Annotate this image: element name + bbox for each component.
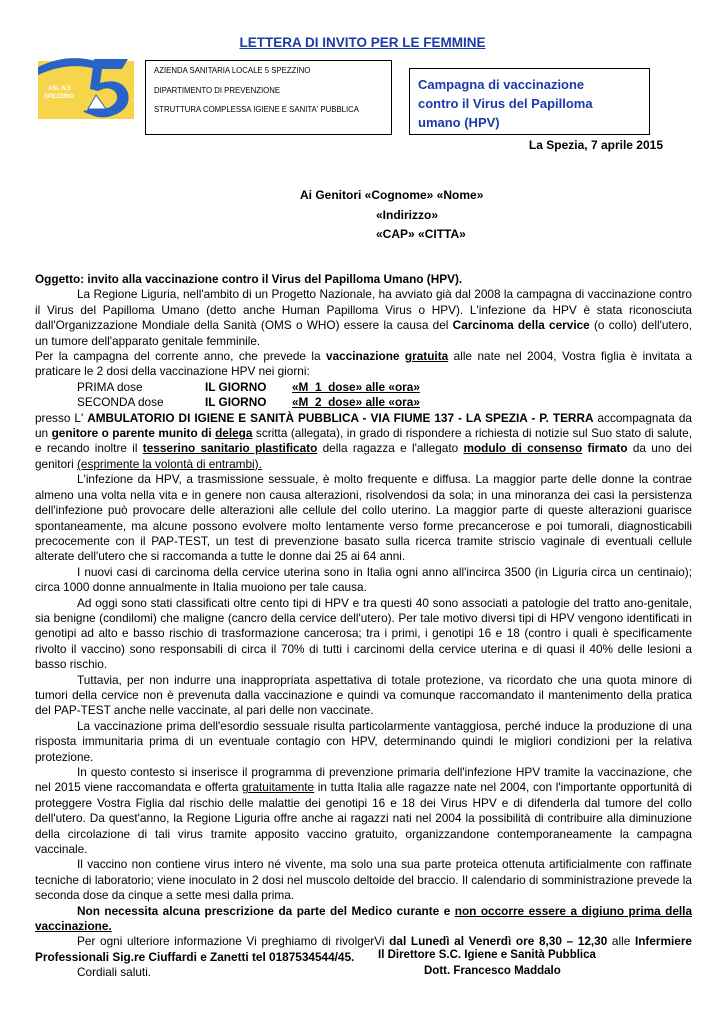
closing-line: Cordiali saluti. xyxy=(77,965,152,980)
paragraph-intro xyxy=(35,287,692,349)
paragraph-vaccine: Il vaccino non contiene virus intero né vivente, ma solo una sua parte proteica ottenuta artificialmente con raffinate tecniche di laboratorio; viene inoculato in 2 dosi nel muscolo deltoide del braccio. Il calendario di somministrazione prevede la seconda dose da cinque a sette mesi dalla prima. xyxy=(35,857,692,903)
address-line-3: «CAP» «CITTA» xyxy=(376,227,466,241)
recipient-address xyxy=(300,186,483,245)
paragraph-campaign xyxy=(35,349,692,380)
p2-c: gratuita xyxy=(404,349,449,364)
paragraph-infection: L'infezione da HPV, a trasmissione sessuale, è molto frequente e diffusa. La maggior parte delle donne la contrae almeno una volta nella vita e in genere non causa alterazioni, risolvendosi da sola; in una minoranza dei casi la persistenza dell'infezione può provocare delle alterazioni alle cellule del collo uterino. La maggior parte di queste alterazioni guarisce spontaneamente, ma alcune possono evolvere molto lentamente verso forme precancerose e poi tumorali, diagnosticabili precocemente con il PAP-TEST, un test di prevenzione basato sulla ricerca tramite striscio vaginale di eventuali cellule alterate dell'utero che si raccomanda a tutte le donne dai 25 ai 64 anni. xyxy=(35,472,692,564)
p2-d: alle nate nel 2004, Vostra figlia è invitata a praticare le 2 dosi della vaccinazione HPV nei giorni: xyxy=(35,349,692,379)
p2-b: vaccinazione xyxy=(326,349,405,364)
dose-label: IL GIORNO xyxy=(205,395,267,410)
p3-f: scritta (allegata), in grado di rispondere a richiesta di notizie sul Suo stato di salute, e recando inoltre il xyxy=(35,426,692,456)
p3-g: tesserino sanitario plastificato xyxy=(142,441,318,456)
campaign-line-1: Campagna di vaccinazione xyxy=(418,77,585,92)
signature-block xyxy=(378,948,596,979)
dose-label: IL GIORNO xyxy=(205,379,267,394)
p11-a: Non necessita alcuna prescrizione da parte del Medico curante e xyxy=(77,903,455,918)
p3-c: accompagnata da un xyxy=(35,410,692,441)
paragraph-types: Ad oggi sono stati classificati oltre cento tipi di HPV e tra questi 40 sono associati a patologie del tratto ano-genitale, sia benigne (condilomi) che maligne (cancro della cervice dell'utero). Per tale motivo diversi tipi di HPV vengono identificati in genotipi ad alto e basso rischio di trasformazione cancerosa; tra i primi, i genotipi 16 e 18 (contro i quali è specificamente rivolto il vaccino) sono responsabili di circa il 70% di tutti i carcinomi della cervice uterina e di quasi il 40% delle lesioni a basso rischio. xyxy=(35,595,692,672)
org-line-3: STRUTTURA COMPLESSA IGIENE E SANITA' PUBBLICA xyxy=(154,105,359,114)
letter-body xyxy=(35,272,692,981)
p9-a: In questo contesto si inserisce il programma di prevenzione primaria dell'infezione HPV tramite la vaccinazione, che nel 2015 viene raccomandata e offerta xyxy=(35,765,692,795)
campaign-line-2: contro il Virus del Papilloma xyxy=(418,96,593,111)
logo-text-1: ASL N.5 xyxy=(48,86,71,92)
paragraph-program xyxy=(35,765,692,857)
p12-b: dal Lunedì al Venerdì ore 8,30 – 12,30 xyxy=(389,934,608,949)
organization-box xyxy=(145,60,392,135)
p12-c: alle xyxy=(607,934,635,949)
p3-a: presso L' xyxy=(35,410,88,425)
p3-h: della ragazza e l'allegato xyxy=(317,441,464,456)
paragraph-prescription xyxy=(35,904,692,935)
address-line-1: Ai Genitori «Cognome» «Nome» xyxy=(300,188,484,202)
document-title: LETTERA DI INVITO PER LE FEMMINE xyxy=(239,35,486,50)
p9-c: in tutta Italia alle ragazze nate nel 2004, con l'importante opportunità di proteggere Vostra Figlia dal rischio delle malattie dei genotipi 16 e 18 dei Virus HPV e di difenderla dal tumore del collo dell'utero. Da quest'anno, la Regione Liguria offre anche ai ragazzi nati nel 2004 la possibilità di contribuire alla diminuzione della circolazione di tali virus tramite apposito vaccino gratuito, organizzandone contemporaneamente la campagna vaccinale. xyxy=(35,780,692,857)
p3-k: firmato xyxy=(587,441,628,456)
letter-date: La Spezia, 7 aprile 2015 xyxy=(528,138,663,152)
dose-row-2 xyxy=(35,395,692,410)
signature-line-2: Dott. Francesco Maddalo xyxy=(424,964,561,977)
dose-value: «M_2_dose» alle «ora» xyxy=(292,395,420,410)
org-line-2: DIPARTIMENTO DI PREVENZIONE xyxy=(154,85,281,95)
p3-i: modulo di consenso xyxy=(463,441,583,456)
p12-a: Per ogni ulteriore informazione Vi preghiamo di rivolgerVi xyxy=(77,934,390,949)
p3-b: AMBULATORIO DI IGIENE E SANITÀ PUBBLICA - VIA FIUME 137 - LA SPEZIA - P. TERRA xyxy=(87,410,594,425)
p12-d: Infermiere Professionali Sig.re Ciuffardi e Zanetti tel 0187534544/45. xyxy=(35,934,692,964)
campaign-line-3: umano (HPV) xyxy=(418,115,500,130)
paragraph-location xyxy=(35,411,692,473)
dose-row-1 xyxy=(35,380,692,395)
paragraph-cases: I nuovi casi di carcinoma della cervice uterina sono in Italia ogni anno all'incirca 3500 (in Liguria circa un centinaio); circa 1000 donne annualmente in Italia muoiono per tale causa. xyxy=(35,564,692,595)
paragraph-pap-test: Tuttavia, per non indurre una inappropriata aspettativa di totale protezione, va ricordato che una quota minore di tumori della cervice non è prevenuta dalla vaccinazione e quindi va comunque raccomandato il mantenimento della pratica del PAP-TEST anche nelle vaccinate, al pari delle non vaccinate. xyxy=(35,672,692,718)
p11-b: non occorre essere a digiuno prima della vaccinazione. xyxy=(35,903,693,934)
p1-text: La Regione Liguria, nell'ambito di un Progetto Nazionale, ha avviato già dal 2008 la campagna di vaccinazione contro il Virus del Papilloma Umano (detto anche Human Papilloma Virus o HPV). L'infezione da HPV è stata riconosciuta dall'Organizzazione Mondiale della Sanità (OMS o WHO) essere la causa del xyxy=(35,287,692,333)
dose-value: «M_1_dose» alle «ora» xyxy=(292,379,420,394)
p9-b: gratuitamente xyxy=(241,780,315,795)
campaign-box xyxy=(409,68,650,135)
subject-line: Oggetto: invito alla vaccinazione contro il Virus del Papilloma Umano (HPV). xyxy=(35,272,463,286)
dose-name: SECONDA dose xyxy=(77,395,164,410)
p3-m: (esprimente la volontà di entrambi). xyxy=(76,456,262,471)
signature-line-1: Il Direttore S.C. Igiene e Sanità Pubblica xyxy=(378,949,596,961)
p3-e: delega xyxy=(215,426,253,441)
address-line-2: «Indirizzo» xyxy=(376,207,439,222)
dose-name: PRIMA dose xyxy=(77,379,143,394)
org-line-1: AZIENDA SANITARIA LOCALE 5 SPEZZINO xyxy=(154,66,311,75)
p2-a: Per la campagna del corrente anno, che prevede la xyxy=(35,349,327,364)
p3-d: genitore o parente munito di xyxy=(51,426,216,441)
logo-text-2: SPEZZINO xyxy=(44,94,75,100)
asl-logo xyxy=(36,55,136,123)
p1-end: (o collo) dell'utero, un tumore dell'apparato genitale femminile. xyxy=(35,318,692,348)
p3-l: da uno dei genitori xyxy=(35,441,692,471)
paragraph-advantage: La vaccinazione prima dell'esordio sessuale risulta particolarmente vantaggiosa, perché induce la produzione di una risposta immunitaria prima di un eventuale contagio con HPV, determinando quindi le migliori condizioni per la relativa protezione. xyxy=(35,718,692,764)
p1-bold: Carcinoma della cervice xyxy=(452,318,590,333)
